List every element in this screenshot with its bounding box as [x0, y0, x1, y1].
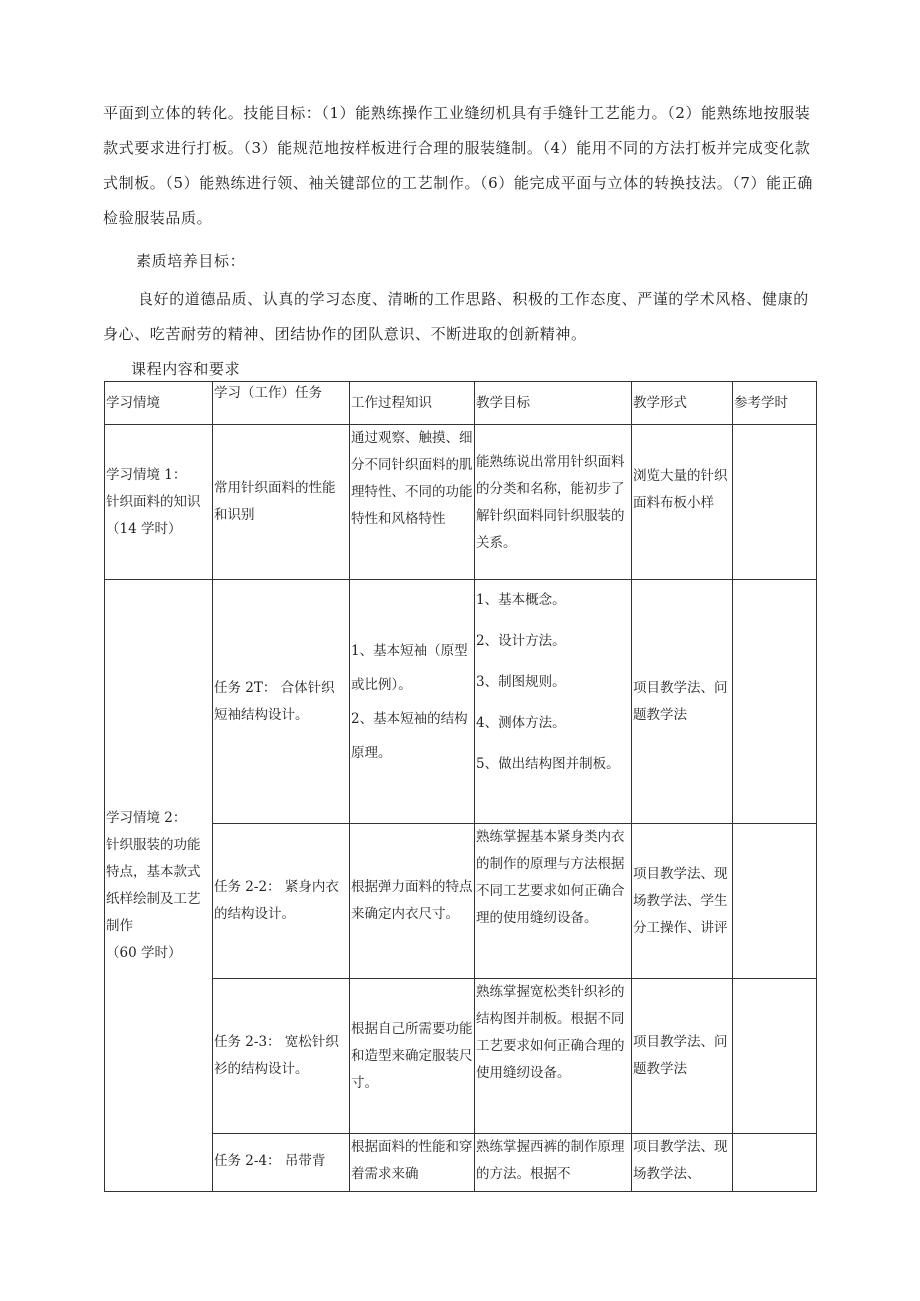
task-cell: 任务 2-4： 吊带背 — [213, 1134, 350, 1192]
task-cell: 任务 2T： 合体针织短袖结构设计。 — [213, 580, 350, 824]
goal-cell: 熟练掌握西裤的制作原理的方法。根据不 — [475, 1134, 632, 1192]
quality-heading: 素质培养目标： — [136, 252, 246, 270]
header-cell: 教学形式 — [632, 382, 733, 425]
goal-cell: 熟练掌握宽松类针织衫的结构图并制板。根据不同工艺要求如何正确合理的使用缝纫设备。 — [475, 979, 632, 1134]
header-cell: 参考学时 — [733, 382, 817, 425]
goal-cell: 能熟练说出常用针织面料的分类和名称，能初步了解针织面料同针织服装的关系。 — [475, 425, 632, 580]
form-cell: 项目教学法、现场教学法、学生分工操作、讲评 — [632, 824, 733, 979]
hours-cell — [733, 1134, 817, 1192]
intro-paragraph: 平面到立体的转化。技能目标：（1）能熟练操作工业缝纫机具有手缝针工艺能力。（2）能熟练地按服装款式要求进行打板。（3）能规范地按样板进行合理的服装缝制。（4）能用不同的方法打板并完成变化款式制板。（5）能熟练进行领、袖关键部位的工艺制作。（6）能完成平面与立体的转换技法。（7）能正确检验服装品质。 — [103, 104, 813, 227]
goal-cell: 熟练掌握基本紧身类内衣的制作的原理与方法根据不同工艺要求如何正确合理的使用缝纫设备。 — [475, 824, 632, 979]
form-cell: 项目教学法、问题教学法 — [632, 580, 733, 824]
header-cell: 工作过程知识 — [350, 382, 475, 425]
header-cell: 学习（工作）任务 — [213, 382, 350, 425]
task-cell: 任务 2-2： 紧身内衣的结构设计。 — [213, 824, 350, 979]
header-cell: 学习情境 — [105, 382, 213, 425]
course-heading: 课程内容和要求 — [131, 360, 241, 378]
knowledge-cell: 通过观察、触摸、细分不同针织面料的肌理特性、不同的功能特性和风格特性 — [350, 425, 475, 580]
course-table — [104, 381, 817, 1192]
task-cell: 常用针织面料的性能和识别 — [213, 425, 350, 580]
form-cell: 项目教学法、现场教学法、 — [632, 1134, 733, 1192]
hours-cell — [733, 979, 817, 1134]
table-header-row — [105, 382, 817, 425]
knowledge-cell: 根据弹力面料的特点来确定内衣尺寸。 — [350, 824, 475, 979]
form-cell: 浏览大量的针织面料布板小样 — [632, 425, 733, 580]
form-cell: 项目教学法、问题教学法 — [632, 979, 733, 1134]
knowledge-cell: 根据面料的性能和穿着需求来确 — [350, 1134, 475, 1192]
hours-cell — [733, 425, 817, 580]
quality-paragraph: 良好的道德品质、认真的学习态度、清晰的工作思路、积极的工作态度、严谨的学术风格、健康的身心、吃苦耐劳的精神、团结协作的团队意识、不断进取的创新精神。 — [103, 290, 809, 343]
table-row — [105, 425, 817, 580]
hours-cell — [733, 580, 817, 824]
situation-cell: 学习情境 2： 针织服装的功能特点，基本款式纸样绘制及工艺制作 （60 学时） — [105, 580, 213, 1192]
hours-cell — [733, 824, 817, 979]
task-cell: 任务 2-3： 宽松针织衫的结构设计。 — [213, 979, 350, 1134]
knowledge-cell: 根据自己所需要功能和造型来确定服装尺寸。 — [350, 979, 475, 1134]
table-row — [105, 580, 817, 824]
goal-cell: 1、基本概念。 2、设计方法。 3、制图规则。 4、测体方法。 5、做出结构图并制板。 — [475, 580, 632, 824]
situation-cell: 学习情境 1： 针织面料的知识 （14 学时） — [105, 425, 213, 580]
header-cell: 教学目标 — [475, 382, 632, 425]
knowledge-cell: 1、基本短袖（原型或比例）。 2、基本短袖的结构原理。 — [350, 580, 475, 824]
